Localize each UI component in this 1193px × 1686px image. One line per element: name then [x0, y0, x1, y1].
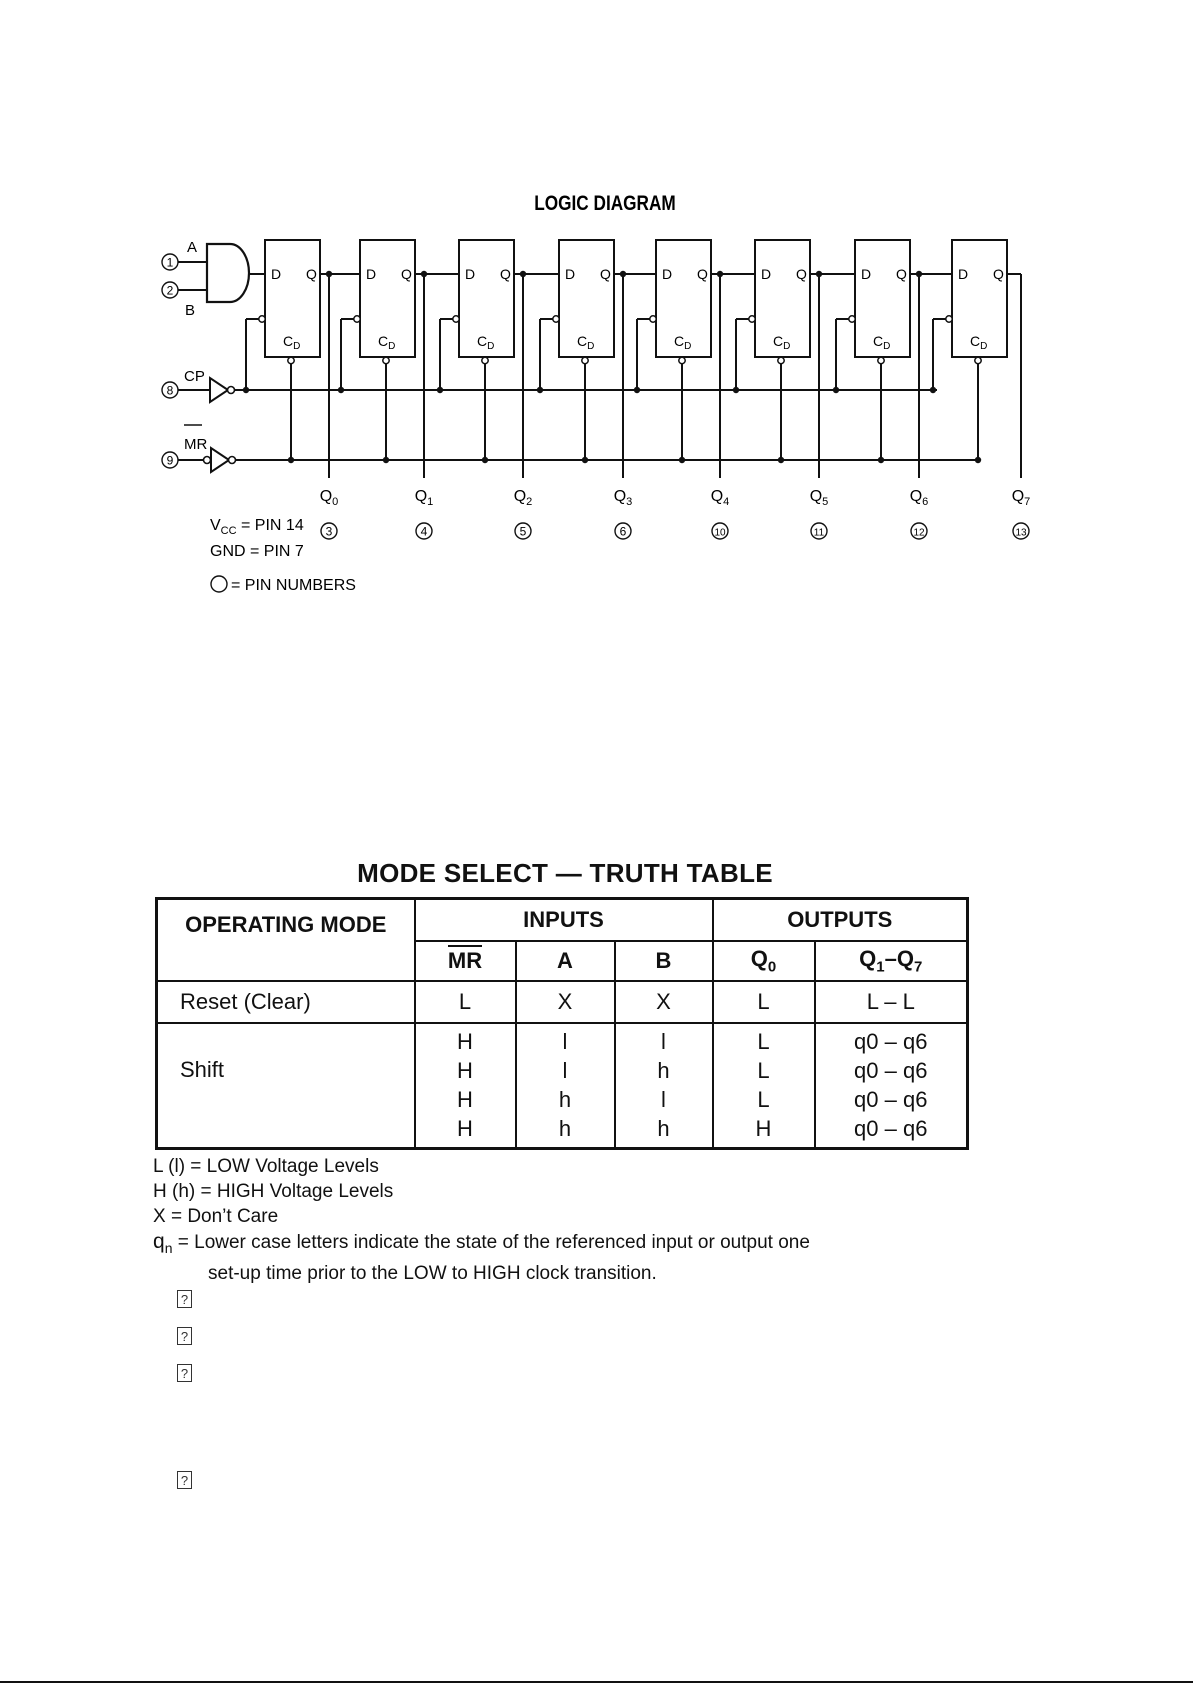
output-pin-number: 5 [519, 524, 527, 539]
ff-q-label: Q [896, 266, 907, 282]
ff-clock-bubble [354, 316, 360, 322]
missing-glyph-box: ? [177, 1290, 192, 1308]
flip-flop [650, 240, 711, 364]
output-label: $Q_5$ [809, 488, 829, 508]
junction-dot [733, 387, 739, 393]
flip-flop [354, 240, 415, 364]
flip-flop [946, 240, 1007, 364]
output-label: $Q_2$ [513, 488, 533, 508]
ff-q-label: Q [697, 266, 708, 282]
ff-q-label: Q [401, 266, 412, 282]
ff-d-label: D [861, 266, 872, 282]
reset-q0: L [713, 981, 815, 1023]
mr-buffer-triangle [211, 448, 229, 472]
input-pin-8 [162, 382, 178, 398]
mr-buffer-bubble [229, 457, 236, 464]
output-pin-number: 11 [813, 527, 825, 539]
ff-clear-label: $C_D$ [283, 333, 301, 352]
cp-inverter-triangle [210, 378, 228, 402]
ff-d-label: D [662, 266, 673, 282]
truth-table-legend [153, 1154, 810, 1286]
ff-clear-bubble [482, 357, 488, 363]
output-label: $Q_7$ [1011, 488, 1031, 508]
junction-dot [437, 387, 443, 393]
output-pin-number: 10 [714, 527, 726, 539]
output-label: $Q_6$ [909, 488, 929, 508]
shift-q0: L L L H [713, 1023, 815, 1149]
ff-clear-bubble [778, 357, 784, 363]
junction-dot [338, 387, 344, 393]
ff-clear-label: $C_D$ [773, 333, 791, 352]
input-label-a: A [187, 239, 198, 256]
mode-shift: Shift [157, 1023, 415, 1149]
reset-b: X [615, 981, 713, 1023]
legend-high: H (h) = HIGH Voltage Levels [153, 1181, 394, 1202]
ff-clear-bubble [383, 357, 389, 363]
page-bottom-rule [0, 1681, 1193, 1683]
header-operating-mode: OPERATING MODE [157, 899, 415, 981]
svg-text:1: 1 [166, 255, 174, 270]
ff-d-label: D [565, 266, 576, 282]
ff-clock-bubble [650, 316, 656, 322]
ff-d-label: D [958, 266, 969, 282]
flip-flop [849, 240, 910, 364]
input-label-cp: CP [184, 368, 205, 385]
input-label-b: B [185, 302, 196, 319]
output-pin-number: 6 [619, 524, 627, 539]
junction-dot [717, 271, 723, 277]
ff-clear-label: $C_D$ [378, 333, 396, 352]
ff-q-label: Q [600, 266, 611, 282]
junction-dot [679, 457, 685, 463]
ff-q-label: Q [993, 266, 1004, 282]
output-pin-number: 12 [913, 527, 925, 539]
input-pin-2 [162, 282, 178, 298]
reset-q1-q7: L – L [815, 981, 968, 1023]
truth-table [155, 897, 969, 1150]
output-pin-number: 13 [1015, 527, 1027, 539]
ff-clock-bubble [259, 316, 265, 322]
reset-a: X [516, 981, 615, 1023]
ff-clear-bubble [878, 357, 884, 363]
header-mr: MR [415, 941, 516, 981]
reset-mr: L [415, 981, 516, 1023]
logic-diagram [0, 0, 1193, 640]
ff-clear-bubble [975, 357, 981, 363]
ff-q-label: Q [500, 266, 511, 282]
header-outputs: OUTPUTS [713, 899, 968, 941]
ff-clear-label: $C_D$ [873, 333, 891, 352]
cp-inverter-bubble [228, 387, 235, 394]
legend-dont-care: X = Don’t Care [153, 1206, 279, 1227]
gnd-note: GND = PIN 7 [210, 543, 304, 560]
ff-clear-bubble [288, 357, 294, 363]
junction-dot [930, 387, 936, 393]
svg-text:9: 9 [166, 453, 174, 468]
legend-low: L (l) = LOW Voltage Levels [153, 1156, 379, 1177]
junction-dot [520, 271, 526, 277]
junction-dot [288, 457, 294, 463]
ff-d-label: D [366, 266, 377, 282]
svg-text:8: 8 [166, 383, 174, 398]
shift-a: l l h h [516, 1023, 615, 1149]
junction-dot [582, 457, 588, 463]
mode-reset: Reset (Clear) [157, 981, 415, 1023]
flip-flop [553, 240, 614, 364]
junction-dot [975, 457, 981, 463]
mr-input-bubble [204, 457, 211, 464]
output-pin-number: 3 [325, 524, 333, 539]
logic-diagram-title: LOGIC DIAGRAM [534, 192, 676, 216]
junction-dot [878, 457, 884, 463]
ff-clear-bubble [679, 357, 685, 363]
junction-dot [482, 457, 488, 463]
shift-q1-q7: q0 – q6 q0 – q6 q0 – q6 q0 – q6 [815, 1023, 968, 1149]
junction-dot [816, 271, 822, 277]
shift-b: l h l h [615, 1023, 713, 1149]
truth-table-title: MODE SELECT — TRUTH TABLE [357, 858, 773, 888]
flip-flop [749, 240, 810, 364]
flip-flops [259, 240, 1007, 364]
legend-qn: $q_n$ = Lower case letters indicate the state of the referenced input or output one [153, 1230, 810, 1256]
pin-number-legend-circle [211, 576, 227, 592]
ff-clear-label: $C_D$ [970, 333, 988, 352]
ff-clear-label: $C_D$ [477, 333, 495, 352]
output-label: $Q_1$ [414, 488, 434, 508]
ff-clear-label: $C_D$ [577, 333, 595, 352]
header-q0: $Q_0$ [713, 941, 815, 981]
ff-clock-bubble [946, 316, 952, 322]
legend-qn-continued: set-up time prior to the LOW to HIGH clock transition. [208, 1262, 657, 1284]
junction-dot [620, 271, 626, 277]
output-label: $Q_4$ [710, 488, 730, 508]
junction-dot [243, 387, 249, 393]
junction-dot [634, 387, 640, 393]
output-label: $Q_0$ [319, 488, 339, 508]
input-label-mr: MR [184, 436, 208, 453]
header-q1-q7: $Q_1-Q_7$ [815, 941, 968, 981]
output-label: $Q_3$ [613, 488, 633, 508]
table-row-shift [157, 1023, 968, 1149]
junction-dot [833, 387, 839, 393]
flip-flop [259, 240, 320, 364]
ff-clock-bubble [849, 316, 855, 322]
missing-glyph-box: ? [177, 1364, 192, 1382]
junction-dot [778, 457, 784, 463]
header-b: B [615, 941, 713, 981]
header-a: A [516, 941, 615, 981]
shift-mr: H H H H [415, 1023, 516, 1149]
and-gate [207, 244, 249, 302]
ff-d-label: D [465, 266, 476, 282]
ff-d-label: D [271, 266, 282, 282]
junction-dot [916, 271, 922, 277]
ff-clock-bubble [749, 316, 755, 322]
ff-clock-bubble [553, 316, 559, 322]
junction-dot [383, 457, 389, 463]
ff-clear-label: $C_D$ [674, 333, 692, 352]
diagram-labels [320, 488, 1031, 539]
header-inputs: INPUTS [415, 899, 713, 941]
table-row-reset [157, 981, 968, 1023]
vcc-note: $V_{CC}$ = PIN 14 [210, 517, 304, 537]
missing-glyph-box: ? [177, 1471, 192, 1489]
ff-q-label: Q [796, 266, 807, 282]
input-pin-9 [162, 452, 178, 468]
junction-dot [326, 271, 332, 277]
flip-flop [453, 240, 514, 364]
junction-dot [537, 387, 543, 393]
ff-q-label: Q [306, 266, 317, 282]
pin-number-note: = PIN NUMBERS [231, 577, 356, 594]
input-pin-1 [162, 254, 178, 270]
output-pin-number: 4 [420, 524, 428, 539]
ff-clear-bubble [582, 357, 588, 363]
ff-d-label: D [761, 266, 772, 282]
junction-dot [421, 271, 427, 277]
svg-text:2: 2 [166, 283, 174, 298]
missing-glyph-box: ? [177, 1327, 192, 1345]
ff-clock-bubble [453, 316, 459, 322]
